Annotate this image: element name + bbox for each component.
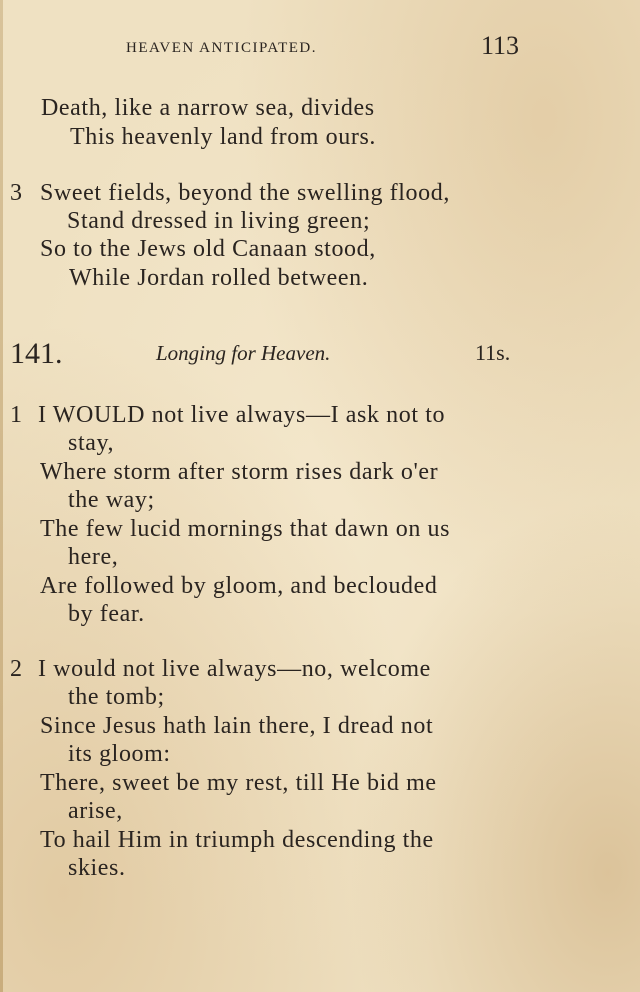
verse-line: Where storm after storm rises dark o'er bbox=[40, 459, 439, 485]
verse-line: To hail Him in triumph descending the bbox=[40, 827, 434, 853]
verse-line: here, bbox=[68, 544, 119, 570]
verse-line: I would not live always—no, welcome bbox=[38, 656, 431, 682]
verse-line: Are followed by gloom, and beclouded bbox=[40, 573, 438, 599]
verse-line: the way; bbox=[68, 487, 155, 513]
verse-line: While Jordan rolled between. bbox=[69, 265, 369, 291]
verse-line: Sweet fields, beyond the swelling flood, bbox=[40, 180, 450, 206]
verse-line: This heavenly land from ours. bbox=[70, 124, 376, 150]
page-edge bbox=[0, 0, 3, 992]
verse-line: There, sweet be my rest, till He bid me bbox=[40, 770, 437, 796]
verse-line: the tomb; bbox=[68, 684, 165, 710]
verse-line: Death, like a narrow sea, divides bbox=[41, 95, 375, 121]
verse-line: skies. bbox=[68, 855, 126, 881]
hymn-number: 141. bbox=[10, 337, 63, 370]
hymn-meter: 11s. bbox=[475, 340, 511, 365]
page-number: 113 bbox=[481, 31, 520, 60]
hymn-title: Longing for Heaven. bbox=[156, 341, 331, 365]
verse-line: So to the Jews old Canaan stood, bbox=[40, 236, 376, 262]
verse-line: The few lucid mornings that dawn on us bbox=[40, 516, 451, 542]
verse-line: by fear. bbox=[68, 601, 145, 627]
stanza-number: 1 bbox=[10, 402, 22, 428]
verse-line: arise, bbox=[68, 798, 123, 824]
verse-line: I WOULD not live always—I ask not to bbox=[38, 402, 446, 428]
verse-line: its gloom: bbox=[68, 741, 171, 767]
stanza-number: 2 bbox=[10, 656, 22, 682]
running-title: HEAVEN ANTICIPATED. bbox=[126, 40, 318, 56]
stanza-number: 3 bbox=[10, 180, 22, 206]
verse-line: Since Jesus hath lain there, I dread not bbox=[40, 713, 434, 739]
verse-line: Stand dressed in living green; bbox=[67, 208, 371, 234]
verse-line: stay, bbox=[68, 430, 115, 456]
